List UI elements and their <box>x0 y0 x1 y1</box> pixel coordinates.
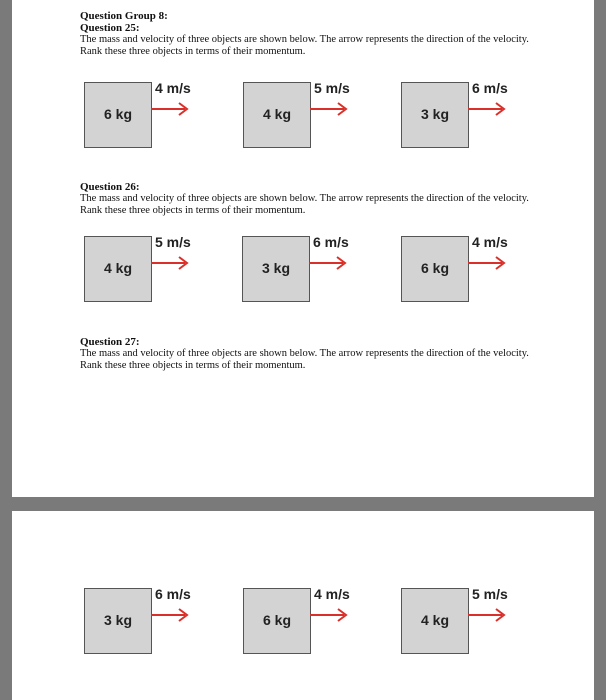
question-25-text: The mass and velocity of three objects are shown below. The arrow represents the direction of the velocity. Rank these three objects in terms of their momentum. <box>80 34 529 57</box>
velocity-arrow-icon <box>468 606 508 624</box>
velocity-label: 6 m/s <box>155 586 191 602</box>
document-page-2 <box>12 511 594 700</box>
velocity-arrow-icon <box>151 606 191 624</box>
velocity-label: 6 m/s <box>472 80 508 96</box>
q27-object-1 <box>84 588 244 658</box>
velocity-label: 6 m/s <box>313 234 349 250</box>
q26-object-1 <box>84 236 244 306</box>
mass-label: 3 kg <box>261 260 290 276</box>
mass-label: 3 kg <box>103 612 132 628</box>
velocity-label: 5 m/s <box>472 586 508 602</box>
velocity-arrow-icon <box>151 100 191 118</box>
question-27-block <box>80 336 550 371</box>
velocity-arrow-icon <box>151 254 191 272</box>
q26-object-2 <box>242 236 402 306</box>
question-26-text: The mass and velocity of three objects are shown below. The arrow represents the direction of the velocity. Rank these three objects in terms of their momentum. <box>80 193 529 216</box>
q27-object-3 <box>401 588 561 658</box>
question-25-block <box>80 10 550 57</box>
q27-object-2 <box>243 588 403 658</box>
question-25-label: Question 25: <box>80 22 140 34</box>
velocity-arrow-icon <box>310 100 350 118</box>
question-group-title: Question Group 8: <box>80 10 168 22</box>
q25-object-3 <box>401 82 561 152</box>
mass-label: 4 kg <box>103 260 132 276</box>
velocity-arrow-icon <box>310 606 350 624</box>
mass-label: 4 kg <box>420 612 449 628</box>
question-26-block <box>80 181 550 216</box>
velocity-label: 4 m/s <box>314 586 350 602</box>
velocity-arrow-icon <box>468 254 508 272</box>
question-26-label: Question 26: <box>80 181 140 193</box>
mass-label: 4 kg <box>262 106 291 122</box>
velocity-arrow-icon <box>309 254 349 272</box>
mass-label: 6 kg <box>420 260 449 276</box>
question-27-text: The mass and velocity of three objects are shown below. The arrow represents the direction of the velocity. Rank these three objects in terms of their momentum. <box>80 348 529 371</box>
velocity-arrow-icon <box>468 100 508 118</box>
mass-label: 3 kg <box>420 106 449 122</box>
q25-object-1 <box>84 82 244 152</box>
q26-object-3 <box>401 236 561 306</box>
q25-object-2 <box>243 82 403 152</box>
document-page-1 <box>12 0 594 497</box>
question-27-label: Question 27: <box>80 336 140 348</box>
mass-label: 6 kg <box>262 612 291 628</box>
velocity-label: 4 m/s <box>472 234 508 250</box>
velocity-label: 4 m/s <box>155 80 191 96</box>
mass-label: 6 kg <box>103 106 132 122</box>
velocity-label: 5 m/s <box>155 234 191 250</box>
velocity-label: 5 m/s <box>314 80 350 96</box>
